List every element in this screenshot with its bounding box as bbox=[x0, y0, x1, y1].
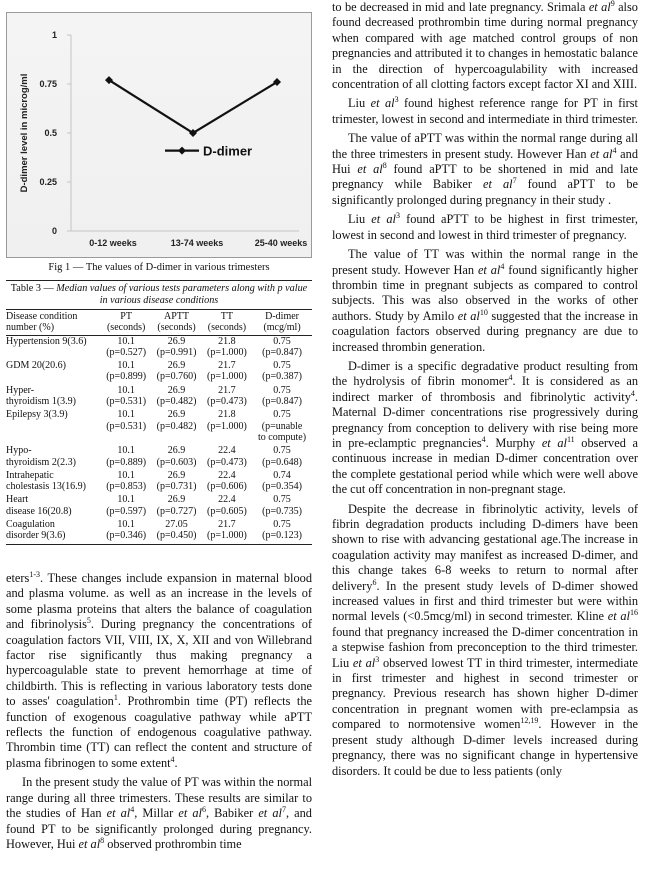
italic-text: et al bbox=[477, 262, 501, 277]
table-cell: (p=0.847) bbox=[262, 346, 302, 358]
table-cell: (p=0.899) bbox=[106, 371, 147, 383]
paragraph bbox=[332, 359, 638, 498]
table-cell: (p=1.000) bbox=[207, 346, 247, 358]
text-run: observed prothrombin time bbox=[104, 836, 242, 851]
table-cell: (p=0.482) bbox=[156, 420, 197, 432]
table-cell: (p=0.450) bbox=[151, 530, 201, 544]
header-line: TT bbox=[220, 311, 234, 322]
left-body-text bbox=[6, 571, 312, 856]
x-tick-label: 0-12 weeks bbox=[89, 238, 137, 248]
x-tick-label: 25-40 weeks bbox=[254, 238, 308, 248]
text-run: . These changes include expansion in maternal blood and plasma volume. as well as an increase in the levels of some plasma proteins that alters the balance of coagulation and fibrinolysis bbox=[6, 571, 312, 632]
figure-1-chart bbox=[6, 12, 312, 258]
citation-superscript: 4 bbox=[612, 145, 617, 155]
citation-superscript: 7 bbox=[512, 176, 517, 186]
column-header bbox=[6, 310, 101, 335]
table-cell: 21.8 bbox=[218, 335, 236, 347]
text-run: found highest reference range for PT in first trimester, lowest in second and intermediate in third trimester. bbox=[332, 96, 638, 126]
table-row bbox=[6, 519, 312, 530]
text-run: found aPTT to be significantly prolonged during pregnancy in their study . bbox=[332, 177, 638, 207]
table-row bbox=[6, 432, 312, 445]
table-cell: (p=1.000) bbox=[207, 420, 247, 432]
paragraph bbox=[332, 247, 638, 355]
table-cell: (p=0.346) bbox=[101, 530, 151, 544]
text-run: The value of aPTT was within the normal range during all the three trimesters in present study. However Han bbox=[332, 131, 638, 161]
table-cell: (p=0.606) bbox=[207, 481, 247, 493]
legend-label: D-dimer bbox=[203, 143, 253, 159]
table-cell: (p=0.531) bbox=[106, 396, 147, 408]
table-cell: cholestasis 13(16.9) bbox=[6, 481, 86, 493]
table-cell: 10.1 bbox=[117, 519, 135, 531]
table-row bbox=[6, 371, 312, 384]
italic-text: et al bbox=[588, 0, 611, 14]
column-header bbox=[101, 310, 151, 335]
table-row bbox=[6, 360, 312, 371]
table-cell: (p=0.991) bbox=[156, 346, 197, 358]
citation-superscript: 12,19 bbox=[520, 716, 539, 726]
citation-superscript: 16 bbox=[630, 608, 638, 618]
table-cell: (p=0.597) bbox=[106, 505, 147, 517]
table-cell: 21.8 bbox=[218, 409, 236, 421]
table-row bbox=[6, 421, 312, 432]
text-run: . In the present study levels of D-dimer showed increased values in first and third trimester but were within normal levels (<0.5mcg/ml) in second trimester. Kline bbox=[332, 578, 638, 624]
text-run: suggested that the increase in coagulation factors observed during pregnancy are due to increased thrombin generation. bbox=[332, 308, 638, 354]
table-cell bbox=[6, 421, 101, 432]
table-cell: 27.05 bbox=[165, 519, 188, 531]
table-row bbox=[6, 385, 312, 396]
table-cell: (p=unable bbox=[261, 420, 303, 432]
table-number: Table 3 — bbox=[10, 283, 54, 294]
table-row bbox=[6, 470, 312, 481]
table-cell: GDM 20(20.6) bbox=[6, 360, 66, 372]
header-line: PT bbox=[120, 311, 132, 322]
y-axis-label: D-dimer level in microg/ml bbox=[19, 73, 30, 193]
x-tick-label: 13-74 weeks bbox=[170, 238, 224, 248]
italic-text: et al bbox=[78, 836, 101, 851]
right-body-text bbox=[332, 0, 638, 783]
citation-superscript: 8 bbox=[100, 835, 105, 845]
table-cell: thyroidism 1(3.9) bbox=[6, 396, 76, 408]
text-run: In the present study the value of PT was within the normal range during all three trimesters. These results are similar to the studies of Han bbox=[6, 775, 312, 821]
citation-superscript: 1-3 bbox=[29, 569, 40, 579]
citation-superscript: 11 bbox=[566, 434, 575, 444]
text-run: , Millar bbox=[134, 806, 179, 821]
table-cell: 0.75 bbox=[273, 519, 291, 531]
paragraph bbox=[332, 0, 638, 92]
paragraph bbox=[332, 131, 638, 208]
table-cell: (p=0.531) bbox=[106, 420, 147, 432]
table-cell: 10.1 bbox=[117, 335, 135, 347]
table-cell: 21.7 bbox=[218, 519, 236, 531]
table-cell bbox=[151, 432, 201, 445]
text-run: observed lowest TT in third trimester, intermediate in first trimester and highest in second trimester or pregnancy. Previous research has shown higher D-dimer concentration in pregnant women with pre-eclampsia as compared to normotensive women bbox=[332, 655, 638, 732]
table-cell: (p=0.387) bbox=[262, 371, 302, 383]
citation-superscript: 7 bbox=[281, 804, 286, 814]
y-tick-label: 0.25 bbox=[39, 177, 57, 187]
italic-text: et al bbox=[106, 806, 131, 821]
y-tick-label: 0 bbox=[51, 226, 57, 236]
citation-superscript: 3 bbox=[395, 211, 400, 221]
header-line: D-dimer bbox=[265, 311, 299, 322]
table-cell: (p=0.473) bbox=[207, 456, 247, 468]
citation-superscript: 3 bbox=[394, 95, 399, 105]
table-cell: (p=0.354) bbox=[262, 481, 302, 493]
table-cell: 10.1 bbox=[117, 494, 135, 506]
table-cell: 22.4 bbox=[218, 494, 236, 506]
table-cell: Intrahepatic bbox=[6, 469, 54, 481]
table-cell: (p=1.000) bbox=[202, 530, 252, 544]
y-tick-label: 1 bbox=[51, 30, 57, 40]
table-cell bbox=[101, 432, 151, 445]
table-cell: Epilepsy 3(3.9) bbox=[6, 409, 68, 421]
table-cell: 22.4 bbox=[218, 445, 236, 457]
citation-superscript: 4 bbox=[170, 754, 175, 764]
text-run: The value of TT was within the normal range in the present study. However Han bbox=[332, 247, 638, 277]
series-line bbox=[109, 80, 277, 133]
table-cell: 21.7 bbox=[218, 384, 236, 396]
table-row bbox=[6, 409, 312, 420]
text-run: . Prothrombin time (PT) reflects the function of exogenous coagulative pathway while aPTT reflects the function of endogenous coagulative pathway. Thrombin time (TT) can reflect the content and structure of plasma fibrinogen to some extent bbox=[6, 694, 313, 770]
column-header bbox=[151, 310, 201, 335]
table-cell: 26.9 bbox=[167, 360, 186, 372]
text-run: , Babiker bbox=[205, 806, 259, 821]
table-cell: (p=0.605) bbox=[207, 505, 247, 517]
text-run: also found decreased prothrombin time during normal pregnancy when compared with age matched control groups of non pregnancies and attributed it to changes in hemostatic balance in the direction of hypercoagulability with increased concentration of all clotting factors except factor XI and XIII. bbox=[332, 0, 638, 92]
paragraph bbox=[6, 775, 312, 852]
text-run: . Maternal D-dimer concentrations rise progressively during pregnancy from conception to delivery with rise being more in pre-eclamptic pregnancies bbox=[332, 389, 638, 450]
table-row bbox=[6, 530, 312, 544]
header-line: (seconds) bbox=[207, 322, 247, 334]
table-cell: 22.4 bbox=[218, 469, 236, 481]
table-cell: 26.9 bbox=[167, 409, 186, 421]
table-cell: Hypo- bbox=[6, 445, 32, 457]
table-cell: Hyper- bbox=[6, 384, 35, 396]
citation-superscript: 4 bbox=[508, 373, 513, 383]
table-cell: 0.75 bbox=[273, 360, 291, 372]
italic-text: et al bbox=[590, 146, 613, 161]
table-cell: (p=0.527) bbox=[106, 346, 147, 358]
italic-text: et al bbox=[483, 177, 513, 192]
table-cell: Coagulation bbox=[6, 519, 55, 531]
table-row bbox=[6, 347, 312, 360]
text-run: D-dimer is a specific degradative product resulting from the hydrolysis of fibrin monomer bbox=[332, 358, 638, 389]
table-cell: disease 16(20.8) bbox=[6, 505, 72, 517]
column-header bbox=[202, 310, 252, 335]
citation-superscript: 8 bbox=[382, 160, 387, 170]
table-cell: (p=0.889) bbox=[106, 456, 147, 468]
results-table bbox=[6, 310, 312, 545]
header-line: (seconds) bbox=[157, 322, 196, 334]
table-cell: (p=1.000) bbox=[207, 371, 247, 383]
table-cell: 26.9 bbox=[167, 494, 186, 506]
citation-superscript: 6 bbox=[372, 577, 377, 587]
italic-text: et al bbox=[541, 435, 567, 450]
table-cell: 0.75 bbox=[273, 335, 291, 347]
citation-superscript: 9 bbox=[610, 0, 615, 8]
table-cell: Heart bbox=[6, 494, 29, 506]
table-cell: 0.74 bbox=[273, 469, 291, 481]
text-run: Liu bbox=[348, 96, 371, 111]
header-line: (seconds) bbox=[106, 322, 146, 334]
citation-superscript: 4 bbox=[481, 434, 486, 444]
table-cell: (p=0.482) bbox=[156, 396, 197, 408]
legend-marker bbox=[178, 147, 186, 155]
table-caption: Median values of various tests parameters along with p value in various disease conditions bbox=[56, 283, 308, 306]
table-row bbox=[6, 506, 312, 519]
table-row bbox=[6, 396, 312, 409]
text-run: . Murphy bbox=[485, 435, 542, 450]
table-cell: 0.75 bbox=[273, 409, 291, 421]
italic-text: et al bbox=[607, 609, 630, 624]
text-run: found significantly higher thrombin time in pregnant subjects as compared to control subjects. This was also observed in the works of other authors. Study by Amilo bbox=[332, 262, 638, 323]
table-row bbox=[6, 494, 312, 505]
table-cell: 0.75 bbox=[273, 384, 291, 396]
table-cell bbox=[6, 371, 101, 384]
text-run: and Hui bbox=[332, 146, 638, 177]
d-dimer-line-chart bbox=[7, 13, 311, 257]
table-cell: 10.1 bbox=[117, 360, 135, 372]
table-row bbox=[6, 445, 312, 456]
table-row bbox=[6, 481, 312, 494]
header-line: number (%) bbox=[6, 322, 55, 334]
text-run: . bbox=[174, 755, 178, 770]
table-3 bbox=[6, 280, 312, 545]
y-tick-label: 0.75 bbox=[39, 79, 57, 89]
citation-superscript: 4 bbox=[500, 261, 505, 271]
figure-caption: Fig 1 — The values of D-dimer in various trimesters bbox=[48, 262, 270, 273]
italic-text: et al bbox=[457, 308, 480, 323]
text-run: . However in the present study although D-dimer levels increased during pregnancy, there was no significant change in hypertensive disorders. It could be due to less patients (only bbox=[332, 717, 638, 778]
citation-superscript: 4 bbox=[130, 804, 135, 814]
table-cell: (p=0.731) bbox=[156, 481, 197, 493]
header-line: Disease condition bbox=[6, 311, 78, 322]
table-cell: 10.1 bbox=[117, 384, 135, 396]
table-row bbox=[6, 457, 312, 470]
table-row bbox=[6, 335, 312, 347]
table-cell: (p=0.727) bbox=[156, 505, 197, 517]
header-line: APTT bbox=[164, 311, 190, 322]
table-cell: 21.7 bbox=[218, 360, 236, 372]
paragraph bbox=[332, 96, 638, 127]
text-run: Despite the decrease in fibrinolytic activity, levels of fibrin degradation products including D-dimers have been shown to rise with advancing gestational age.The increase in coagulation activity may manifest as increased D-dimer, and this change takes 6-8 weeks to return to normal after delivery bbox=[332, 501, 638, 593]
text-run: found aPTT to be highest in first trimester, lowest in second and lowest in third trimester of pregnancy. bbox=[332, 212, 639, 242]
table-cell: 0.75 bbox=[273, 494, 291, 506]
table-cell: (p=0.760) bbox=[156, 371, 197, 383]
table-cell bbox=[6, 347, 101, 360]
citation-superscript: 3 bbox=[375, 654, 380, 664]
table-title bbox=[6, 280, 312, 310]
table-cell: (p=0.735) bbox=[262, 505, 302, 517]
text-run: . During pregnancy the concentrations of coagulation factors VII, VIII, IX, X, XII and von Willebrand factor rise significantly thus making pregnancy a hypercoagulable state to prevent hemorrhage at time of childbirth. This is reflecting in various laboratory tests done to asses' coagulation bbox=[6, 617, 312, 709]
citation-superscript: 5 bbox=[86, 616, 91, 626]
italic-text: et al bbox=[178, 806, 202, 821]
header-line: (mcg/ml) bbox=[263, 322, 301, 334]
table-cell: disorder 9(3.6) bbox=[6, 530, 101, 544]
table-cell: 26.9 bbox=[167, 335, 186, 347]
table-cell: Hypertension 9(3.6) bbox=[6, 335, 87, 347]
table-cell bbox=[6, 432, 101, 445]
paragraph bbox=[332, 502, 638, 779]
citation-superscript: 1 bbox=[113, 693, 118, 703]
text-run: found that pregnancy increased the D-dimer concentration in a stepwise fashion from preconception to the third trimester. Liu bbox=[332, 624, 638, 670]
table-cell: (p=0.847) bbox=[262, 396, 302, 408]
text-run: , and found PT to be significantly prolonged during pregnancy. However, Hui bbox=[6, 806, 312, 851]
italic-text: et al bbox=[370, 96, 395, 111]
table-cell: 26.9 bbox=[167, 445, 186, 457]
text-run: . It is considered as an indirect marker of thrombosis and fibrinolytic activity bbox=[332, 374, 638, 404]
table-cell: (p=0.473) bbox=[207, 396, 247, 408]
table-cell: (p=0.853) bbox=[106, 481, 147, 493]
table-cell: 10.1 bbox=[117, 409, 135, 421]
text-run: observed a continuous increase in median D-dimer concentration over the complete gestational period while which were well above the cut off concentration in non-pregnant stage. bbox=[332, 435, 638, 497]
citation-superscript: 4 bbox=[630, 388, 635, 398]
paragraph bbox=[6, 571, 312, 771]
table-cell: 26.9 bbox=[167, 469, 186, 481]
citation-superscript: 10 bbox=[479, 307, 488, 317]
column-header bbox=[252, 310, 312, 335]
table-cell bbox=[202, 432, 252, 445]
table-cell: 10.1 bbox=[117, 445, 135, 457]
italic-text: et al bbox=[352, 655, 376, 670]
table-cell: 0.75 bbox=[273, 445, 291, 457]
table-cell: 10.1 bbox=[117, 469, 135, 481]
text-run: to be decreased in mid and late pregnancy. Srimala bbox=[332, 0, 589, 14]
text-run: found aPTT to be shortened in mid and late pregnancy while Babiker bbox=[332, 162, 638, 192]
italic-text: et al bbox=[258, 806, 282, 821]
italic-text: et al bbox=[357, 162, 383, 177]
table-cell: (p=0.123) bbox=[252, 530, 312, 544]
table-cell: to compute) bbox=[258, 431, 307, 443]
text-run: Liu bbox=[348, 212, 372, 227]
text-run: eters bbox=[6, 571, 30, 585]
table-cell: 26.9 bbox=[167, 384, 186, 396]
table-cell: (p=0.603) bbox=[156, 456, 197, 468]
italic-text: et al bbox=[371, 212, 396, 227]
table-cell: (p=0.648) bbox=[262, 456, 302, 468]
y-tick-label: 0.5 bbox=[44, 128, 57, 138]
citation-superscript: 6 bbox=[201, 804, 206, 814]
paragraph bbox=[332, 212, 638, 243]
table-cell: thyroidism 2(2.3) bbox=[6, 456, 76, 468]
